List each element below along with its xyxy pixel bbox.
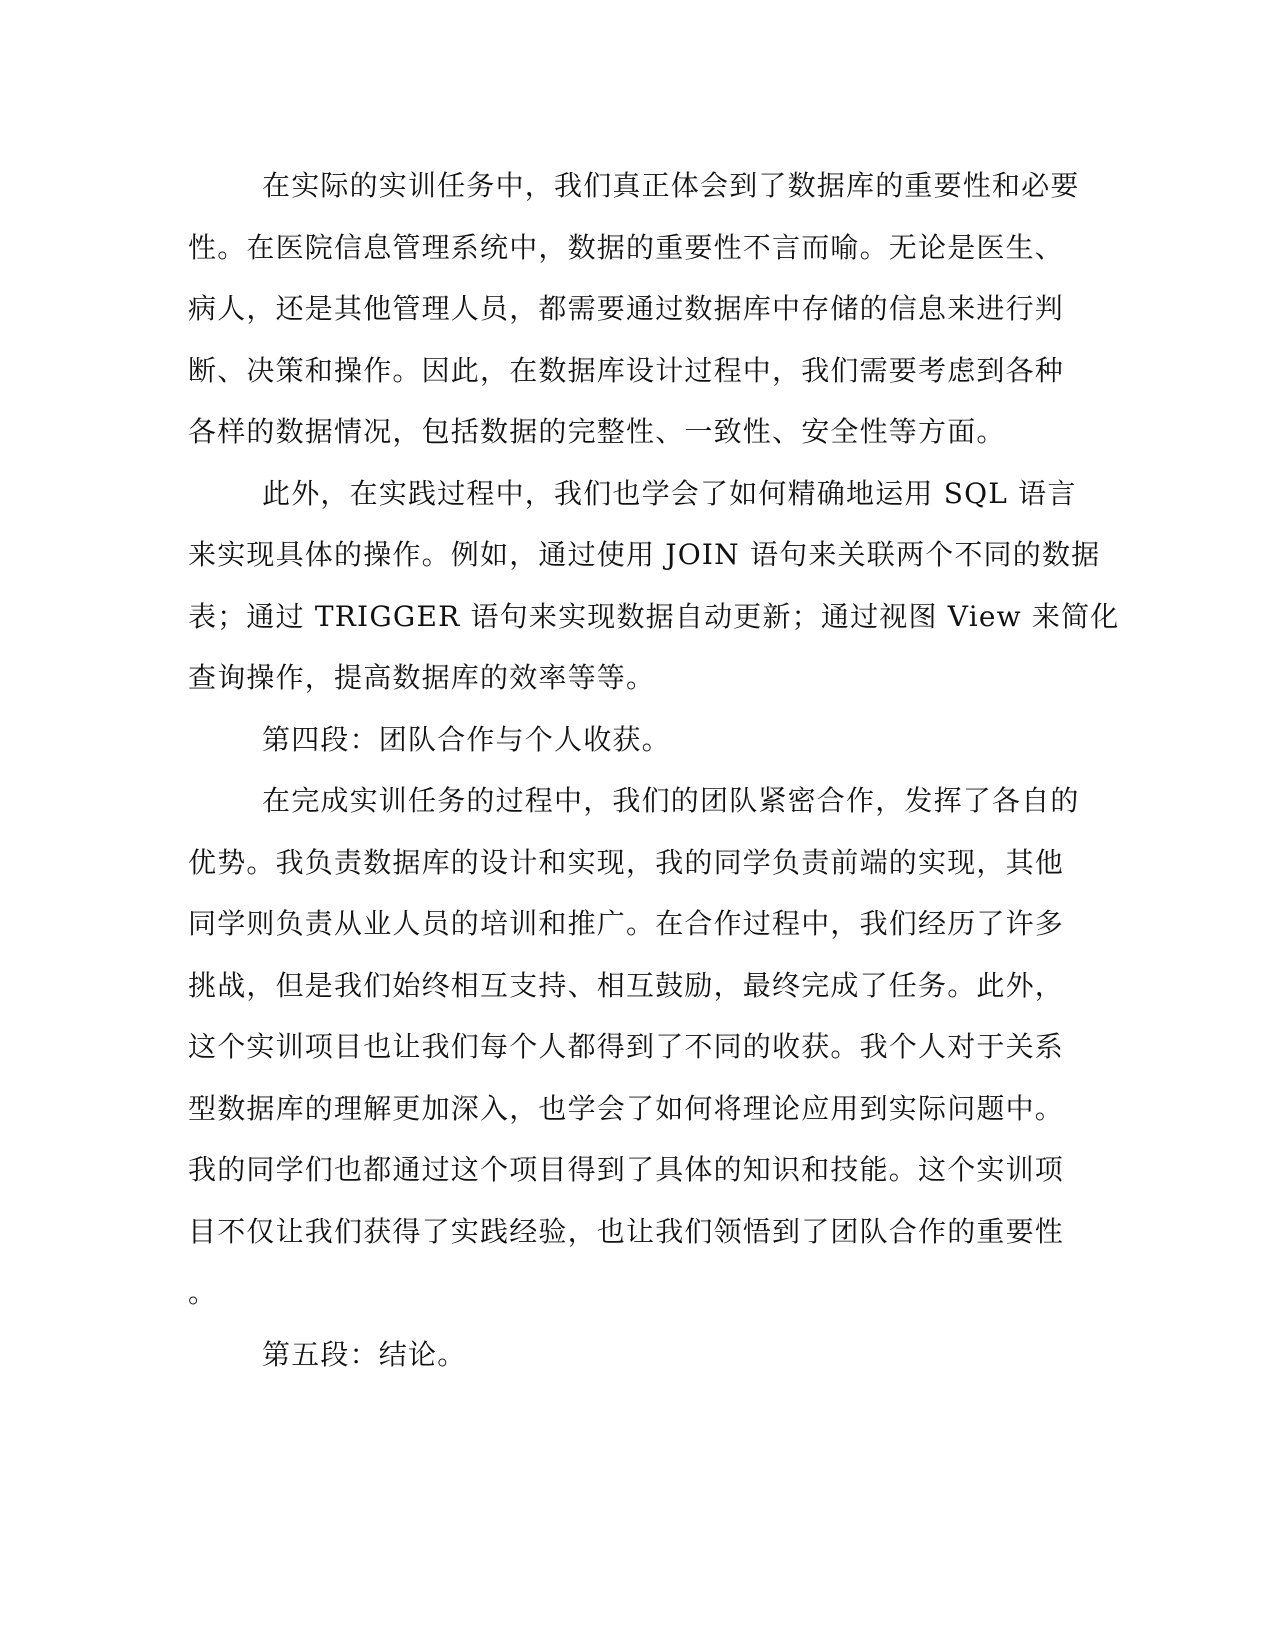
text-line: 挑战，但是我们始终相互支持、相互鼓励，最终完成了任务。此外， <box>188 968 1065 1002</box>
text-line: 来实现具体的操作。例如，通过使用 JOIN 语句来关联两个不同的数据 <box>188 538 1101 571</box>
text-line: 优势。我负责数据库的设计和实现，我的同学负责前端的实现，其他 <box>188 845 1065 879</box>
text-line: 查询操作，提高数据库的效率等等。 <box>188 661 656 694</box>
text-line: 表；通过 TRIGGER 语句来实现数据自动更新；通过视图 View 来简化 <box>188 599 1120 633</box>
section-heading: 第五段：结论。 <box>262 1337 467 1371</box>
text-line: 各样的数据情况，包括数据的完整性、一致性、安全性等方面。 <box>188 415 1006 448</box>
text-line: 病人，还是其他管理人员，都需要通过数据库中存储的信息来进行判 <box>188 292 1065 325</box>
text-line: 型数据库的理解更加深入，也学会了如何将理论应用到实际问题中。 <box>188 1091 1065 1125</box>
text-line: 目不仅让我们获得了实践经验，也让我们领悟到了团队合作的重要性 <box>188 1214 1065 1248</box>
text-line: 在实际的实训任务中，我们真正体会到了数据库的重要性和必要 <box>262 169 1080 202</box>
document-body <box>188 155 1120 1385</box>
text-line: 这个实训项目也让我们每个人都得到了不同的收获。我个人对于关系 <box>188 1030 1065 1063</box>
text-line: 同学则负责从业人员的培训和推广。在合作过程中，我们经历了许多 <box>188 907 1065 940</box>
text-line: 此外，在实践过程中，我们也学会了如何精确地运用 SQL 语言 <box>262 476 1077 510</box>
text-line: 断、决策和操作。因此，在数据库设计过程中，我们需要考虑到各种 <box>188 353 1065 387</box>
text-line: 我的同学们也都通过这个项目得到了具体的知识和技能。这个实训项 <box>188 1153 1065 1186</box>
text-line: 在完成实训任务的过程中，我们的团队紧密合作，发挥了各自的 <box>262 784 1080 817</box>
text-line: 性。在医院信息管理系统中，数据的重要性不言而喻。无论是医生、 <box>188 230 1065 264</box>
section-heading: 第四段：团队合作与个人收获。 <box>262 722 671 756</box>
text-line: 。 <box>188 1276 218 1309</box>
